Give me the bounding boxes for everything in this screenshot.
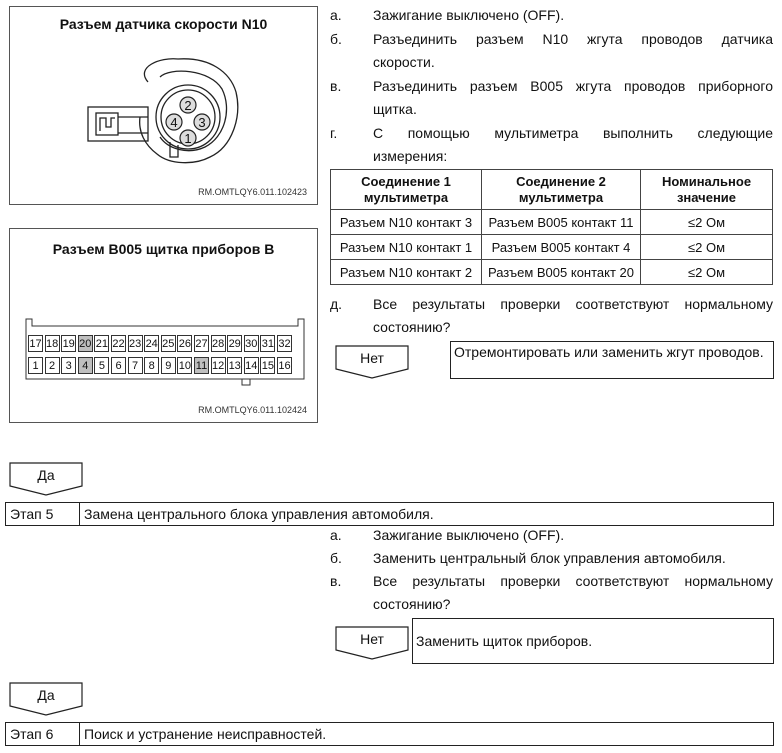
no-button-label: Нет bbox=[360, 631, 384, 647]
step-title: Поиск и устранение неисправностей. bbox=[84, 726, 327, 742]
connector-pin: 30 bbox=[244, 335, 259, 352]
list-text: Зажигание выключено (OFF). bbox=[373, 7, 565, 23]
pin-label: 2 bbox=[184, 98, 192, 113]
connector-pin: 1 bbox=[28, 357, 43, 374]
connector-pin: 12 bbox=[211, 357, 226, 374]
list-letter: д. bbox=[330, 296, 343, 312]
table-cell: Разъем B005 контакт 11 bbox=[482, 210, 641, 235]
pin-label: 3 bbox=[198, 115, 206, 130]
step-number: Этап 6 bbox=[6, 723, 80, 745]
check-question: Все результаты проверки соответствуют нормальному bbox=[373, 573, 773, 589]
figure-ref: RM.OMTLQY6.011.102424 bbox=[198, 405, 307, 415]
table-cell: Разъем N10 контакт 3 bbox=[331, 210, 482, 235]
list-text-cont: щитка. bbox=[373, 101, 417, 117]
sensor-connector-drawing bbox=[10, 37, 317, 197]
connector-pin: 7 bbox=[128, 357, 143, 374]
list-letter: б. bbox=[330, 550, 342, 566]
table-cell: Разъем N10 контакт 1 bbox=[331, 235, 482, 260]
table-cell: Разъем B005 контакт 20 bbox=[482, 260, 641, 285]
cluster-connector-outline bbox=[10, 229, 317, 422]
table-row bbox=[331, 210, 773, 235]
connector-pin: 27 bbox=[194, 335, 209, 352]
no-action-text: Заменить щиток приборов. bbox=[416, 633, 593, 649]
cluster-connector-panel bbox=[9, 228, 318, 423]
connector-pin: 19 bbox=[61, 335, 76, 352]
connector-pin: 22 bbox=[111, 335, 126, 352]
table-row bbox=[331, 260, 773, 285]
connector-pin: 26 bbox=[177, 335, 192, 352]
connector-pin: 10 bbox=[177, 357, 192, 374]
no-action-text: Отремонтировать или заменить жгут проводов. bbox=[454, 344, 764, 360]
yes-button[interactable] bbox=[9, 682, 83, 716]
table-header: Соединение 1 мультиметра bbox=[331, 170, 482, 210]
list-text-cont: скорости. bbox=[373, 54, 435, 70]
connector-pin: 17 bbox=[28, 335, 43, 352]
connector-pin: 4 bbox=[78, 357, 93, 374]
connector-pin: 16 bbox=[277, 357, 292, 374]
connector-pin: 25 bbox=[161, 335, 176, 352]
sensor-connector-panel bbox=[9, 6, 318, 205]
connector-pin: 32 bbox=[277, 335, 292, 352]
connector-pin: 29 bbox=[227, 335, 242, 352]
step6-header bbox=[5, 722, 774, 746]
connector-pin: 14 bbox=[244, 357, 259, 374]
check-question-cont: состоянию? bbox=[373, 596, 451, 612]
list-text: Разъединить разъем B005 жгута проводов приборного bbox=[373, 78, 773, 94]
table-header: Номинальное значение bbox=[641, 170, 773, 210]
table-cell: ≤2 Ом bbox=[641, 260, 773, 285]
table-cell: ≤2 Ом bbox=[641, 210, 773, 235]
connector-pin: 31 bbox=[260, 335, 275, 352]
step-number: Этап 5 bbox=[6, 503, 80, 525]
connector-pin: 20 bbox=[78, 335, 93, 352]
connector-pin: 28 bbox=[211, 335, 226, 352]
connector-pin: 5 bbox=[94, 357, 109, 374]
connector-pin: 9 bbox=[161, 357, 176, 374]
list-text: С помощью мультиметра выполнить следующие bbox=[373, 125, 773, 141]
measurement-table bbox=[330, 169, 773, 285]
pin-label: 1 bbox=[184, 131, 192, 146]
list-text-cont: измерения: bbox=[373, 148, 448, 164]
no-button-label: Нет bbox=[360, 350, 384, 366]
no-action-box bbox=[412, 618, 774, 664]
check-question: Все результаты проверки соответствуют нормальному bbox=[373, 296, 773, 312]
pin-label: 4 bbox=[170, 115, 178, 130]
list-text: Зажигание выключено (OFF). bbox=[373, 527, 565, 543]
list-letter: в. bbox=[330, 573, 342, 589]
connector-pin: 2 bbox=[45, 357, 60, 374]
connector-pin: 13 bbox=[227, 357, 242, 374]
table-cell: Разъем B005 контакт 4 bbox=[482, 235, 641, 260]
table-cell: Разъем N10 контакт 2 bbox=[331, 260, 482, 285]
no-button[interactable] bbox=[335, 345, 409, 379]
connector-pin: 23 bbox=[128, 335, 143, 352]
table-header: Соединение 2 мультиметра bbox=[482, 170, 641, 210]
list-letter: в. bbox=[330, 78, 342, 94]
connector-pin: 3 bbox=[61, 357, 76, 374]
list-text: Разъединить разъем N10 жгута проводов датчика bbox=[373, 31, 773, 47]
sensor-connector-title: Разъем датчика скорости N10 bbox=[59, 16, 268, 32]
connector-pin: 24 bbox=[144, 335, 159, 352]
yes-button-label: Да bbox=[37, 467, 55, 483]
check-question-cont: состоянию? bbox=[373, 319, 451, 335]
no-button[interactable] bbox=[335, 626, 409, 660]
yes-button[interactable] bbox=[9, 462, 83, 496]
connector-pin: 6 bbox=[111, 357, 126, 374]
cluster-connector-title: Разъем B005 щитка приборов B bbox=[52, 241, 275, 257]
connector-pin: 15 bbox=[260, 357, 275, 374]
list-letter: а. bbox=[330, 527, 342, 543]
list-letter: г. bbox=[330, 125, 338, 141]
connector-pin: 21 bbox=[94, 335, 109, 352]
step5-header bbox=[5, 502, 774, 526]
list-letter: а. bbox=[330, 7, 342, 23]
yes-button-label: Да bbox=[37, 687, 55, 703]
connector-pin: 11 bbox=[194, 357, 209, 374]
table-cell: ≤2 Ом bbox=[641, 235, 773, 260]
no-action-box bbox=[450, 341, 774, 379]
figure-ref: RM.OMTLQY6.011.102423 bbox=[198, 187, 307, 197]
step-title: Замена центрального блока управления автомобиля. bbox=[84, 506, 434, 522]
connector-pin: 8 bbox=[144, 357, 159, 374]
table-row bbox=[331, 235, 773, 260]
list-text: Заменить центральный блок управления автомобиля. bbox=[373, 550, 726, 566]
connector-pin: 18 bbox=[45, 335, 60, 352]
list-letter: б. bbox=[330, 31, 342, 47]
